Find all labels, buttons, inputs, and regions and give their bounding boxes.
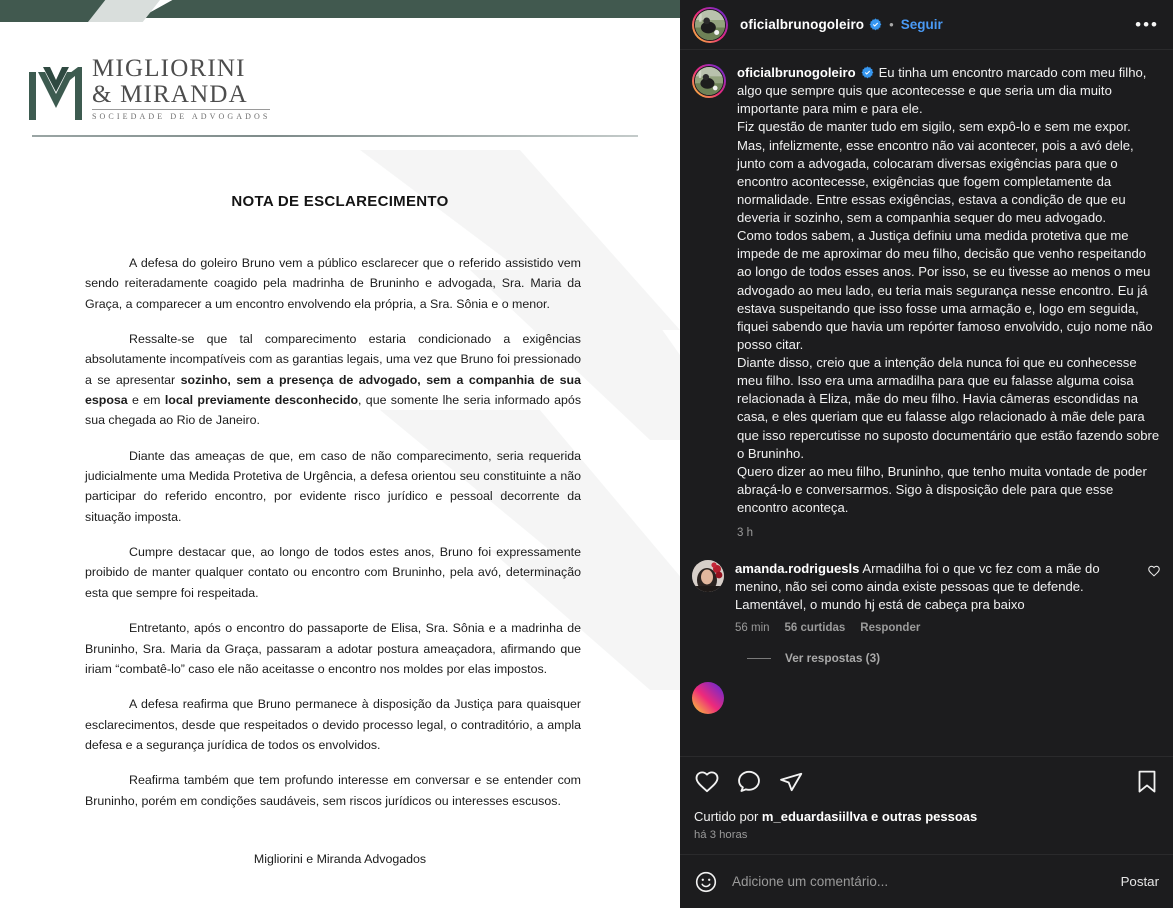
profile-avatar[interactable] bbox=[692, 7, 728, 43]
caption-timestamp: 3 h bbox=[737, 527, 753, 540]
comment-icon[interactable] bbox=[736, 769, 762, 795]
letterhead-band-right bbox=[140, 0, 680, 18]
comment-likes[interactable]: 56 curtidas bbox=[784, 622, 846, 635]
post-actions bbox=[680, 756, 1173, 841]
add-comment-input[interactable] bbox=[732, 874, 1121, 889]
liked-by-suffix[interactable]: e outras pessoas bbox=[867, 809, 978, 824]
post-age: há 3 horas bbox=[694, 829, 748, 841]
letterhead-band bbox=[0, 0, 680, 24]
para2-mid: e em bbox=[127, 393, 165, 408]
comment-meta bbox=[735, 622, 1139, 634]
para2-bold-2: local previamente desconhecido bbox=[164, 393, 359, 408]
document-paragraph-4: Cumpre destacar que, ao longo de todos estes anos, Bruno foi expressamente proibido de manter qualquer contato ou encontro com Bruninho, pela avó, determinação esta que sempre foi respeitada. bbox=[85, 545, 581, 600]
goalkeeper-photo-small bbox=[695, 67, 723, 95]
logo-subtitle: SOCIEDADE DE ADVOGADOS bbox=[92, 112, 271, 121]
para2-pre: Ressalte-se que tal comparecimento estaria condicionado a exigências absolutamente incompatíveis com as garantias legais, uma vez que Bruno foi pressionado a se apresentar bbox=[85, 332, 581, 387]
liked-by-username[interactable]: m_eduardasiillva bbox=[761, 809, 868, 824]
caption-block bbox=[692, 64, 1161, 542]
document-paragraph-1: A defesa do goleiro Bruno vem a público esclarecer que o referido assistido vem sendo reiteradamente coagido pela madrinha de Bruninho e advogada, Sra. Maria da Graça, a comparecer a um encontro envolvendo ela própria, a Sra. Sônia e o menor. bbox=[85, 256, 581, 311]
share-icon[interactable] bbox=[778, 769, 804, 795]
liked-by-prefix: Curtido por bbox=[694, 809, 762, 824]
comment-time: 56 min bbox=[735, 622, 770, 635]
caption-avatar-image bbox=[694, 66, 724, 96]
verified-badge-icon bbox=[869, 18, 882, 31]
comments-scroll-area[interactable] bbox=[680, 50, 1173, 756]
caption-username[interactable]: oficialbrunogoleiro bbox=[737, 65, 856, 80]
caption-paragraph-5: Quero dizer ao meu filho, Bruninho, que tenho muita vontade de poder abraçá-lo e conversarmos. Sigo à disposição dele para que esse encontro aconteça. bbox=[737, 463, 1147, 515]
document-paragraph-5: Entretanto, após o encontro do passaporte de Elisa, Sra. Sônia e a madrinha de Bruninho, Sra. Maria da Graça, passaram a adotar postura ameaçadora, afirmando que iriam “combatê-lo” caso ele não aceitasse o encontro nos moldes por elas impostos. bbox=[85, 621, 581, 676]
para2-post: , que somente lhe seria informado após sua chegada ao Rio de Janeiro. bbox=[85, 393, 582, 428]
header-username[interactable]: oficialbrunogoleiro bbox=[740, 17, 865, 32]
follow-button[interactable]: Seguir bbox=[900, 17, 943, 32]
scroll-fade-overlay bbox=[680, 730, 1173, 756]
document-signature: Migliorini e Miranda Advogados bbox=[253, 852, 427, 866]
document-body bbox=[85, 253, 581, 826]
bookmark-icon[interactable] bbox=[1135, 769, 1159, 795]
more-options-button[interactable]: ••• bbox=[1135, 15, 1159, 34]
document-title: NOTA DE ESCLARECIMENTO bbox=[231, 193, 449, 210]
document-paragraph-2 bbox=[85, 329, 581, 431]
comment-reply-button[interactable]: Responder bbox=[860, 622, 921, 635]
caption-avatar[interactable] bbox=[692, 64, 726, 98]
header-separator: • bbox=[889, 17, 894, 32]
view-replies-label: Ver respostas (3) bbox=[785, 651, 881, 666]
action-icon-row bbox=[694, 769, 1159, 795]
caption-text bbox=[737, 64, 1161, 542]
caption-paragraph-2: Fiz questão de manter tudo em sigilo, sem expô-lo e sem me expor. Mas, infelizmente, esse encontro não vai acontecer, pois a avó dele, junto com a advogada, colocaram diversas exigências para que o encontro acontecesse, exigências que fogem completamente da normalidade. Entre essas exigências, estava a condição de que eu deveria ir sozinho, sem a companhia sequer do meu advogado. bbox=[737, 119, 1134, 225]
caption-verified-badge-icon bbox=[861, 66, 874, 79]
liked-by-text bbox=[694, 809, 1159, 824]
logo-line-2: & MIRANDA bbox=[92, 80, 248, 108]
goalkeeper-photo bbox=[695, 10, 725, 40]
para2-bold-1: sozinho, sem a presença de advogado, sem a companhia de sua esposa bbox=[85, 372, 581, 408]
document-paragraph-7: Reafirma também que tem profundo interesse em conversar e se entender com Bruninho, porém em condições saudáveis, sem riscos jurídicos ou interesses escusos. bbox=[85, 773, 581, 808]
post-comment-button[interactable]: Postar bbox=[1120, 874, 1159, 889]
view-replies-button[interactable] bbox=[747, 651, 1161, 665]
post-header bbox=[680, 0, 1173, 50]
comment-username[interactable]: amanda.rodriguesls bbox=[735, 561, 860, 577]
comment-content: Armadilha foi o que vc fez com a mãe do menino, não sei como ainda existe pessoas que te defende. Lamentável, o mundo hj está de cabeça pra baixo bbox=[735, 561, 1100, 613]
caption-paragraph-3: Como todos sabem, a Justiça definiu uma medida protetiva que me impede de me aproximar do meu filho, decisão que venho respeitando ao longo de todos esses anos. Por isso, se eu tivesse ao menos o meu advogado ao meu lado, eu teria mais segurança nesse encontro. Eu já estava suspeitando que isso fosse uma armação e, logo em seguida, fiquei sabendo que havia um repórter famoso envolvido, cujo nome não posso citar. bbox=[737, 228, 1153, 352]
emoji-icon[interactable] bbox=[694, 870, 718, 894]
next-comment-partial bbox=[692, 682, 1161, 714]
caption-paragraph-1: Eu tinha um encontro marcado com meu filho, algo que sempre quis que acontecesse e que seria um dia muito importante para mim e para ele. bbox=[737, 65, 1147, 117]
caption-paragraph-4: Diante disso, creio que a intenção dela nunca foi que eu conhecesse meu filho. Isso era uma armadilha para que eu falasse alguma coisa relacionada à Eliza, mãe do meu filho. Havia câmeras escondidas na casa, e eles queriam que eu falasse algo relacionado à mãe dele para que isso repercutisse no suposto documentário que estão fazendo sobre o Bruninho. bbox=[737, 355, 1160, 461]
logo-divider bbox=[92, 109, 270, 110]
commenter-avatar[interactable] bbox=[692, 560, 724, 592]
replies-line bbox=[747, 658, 771, 659]
like-icon[interactable] bbox=[694, 769, 720, 795]
document-paragraph-6: A defesa reafirma que Bruno permanece à disposição da Justiça para quaisquer esclarecimentos, desde que respeitados o devido processo legal, o contraditório, a ampla defesa e a segurança jurídica de todos os envolvidos. bbox=[85, 697, 581, 752]
law-firm-logo bbox=[26, 56, 270, 122]
commenter-photo bbox=[692, 560, 724, 592]
next-commenter-avatar[interactable] bbox=[692, 682, 724, 714]
document-paragraph-3: Diante das ameaças de que, em caso de não comparecimento, seria requerida judicialmente uma Medida Protetiva de Urgência, a defesa orientou seu constituinte a não participar do referido encontro, por evidente risco jurídico e pessoal decorrente da situação imposta. bbox=[85, 448, 581, 524]
comment-like-icon[interactable] bbox=[1147, 564, 1161, 578]
comment-body bbox=[735, 560, 1139, 634]
avatar-image bbox=[694, 9, 726, 41]
comment-text bbox=[735, 560, 1139, 614]
logo-line-1: MIGLIORINI bbox=[92, 55, 246, 82]
add-comment-bar bbox=[680, 854, 1173, 908]
logo-monogram-icon bbox=[26, 64, 86, 122]
document-header-rule bbox=[32, 135, 638, 137]
instagram-panel bbox=[680, 0, 1173, 908]
comment-item bbox=[692, 560, 1161, 634]
